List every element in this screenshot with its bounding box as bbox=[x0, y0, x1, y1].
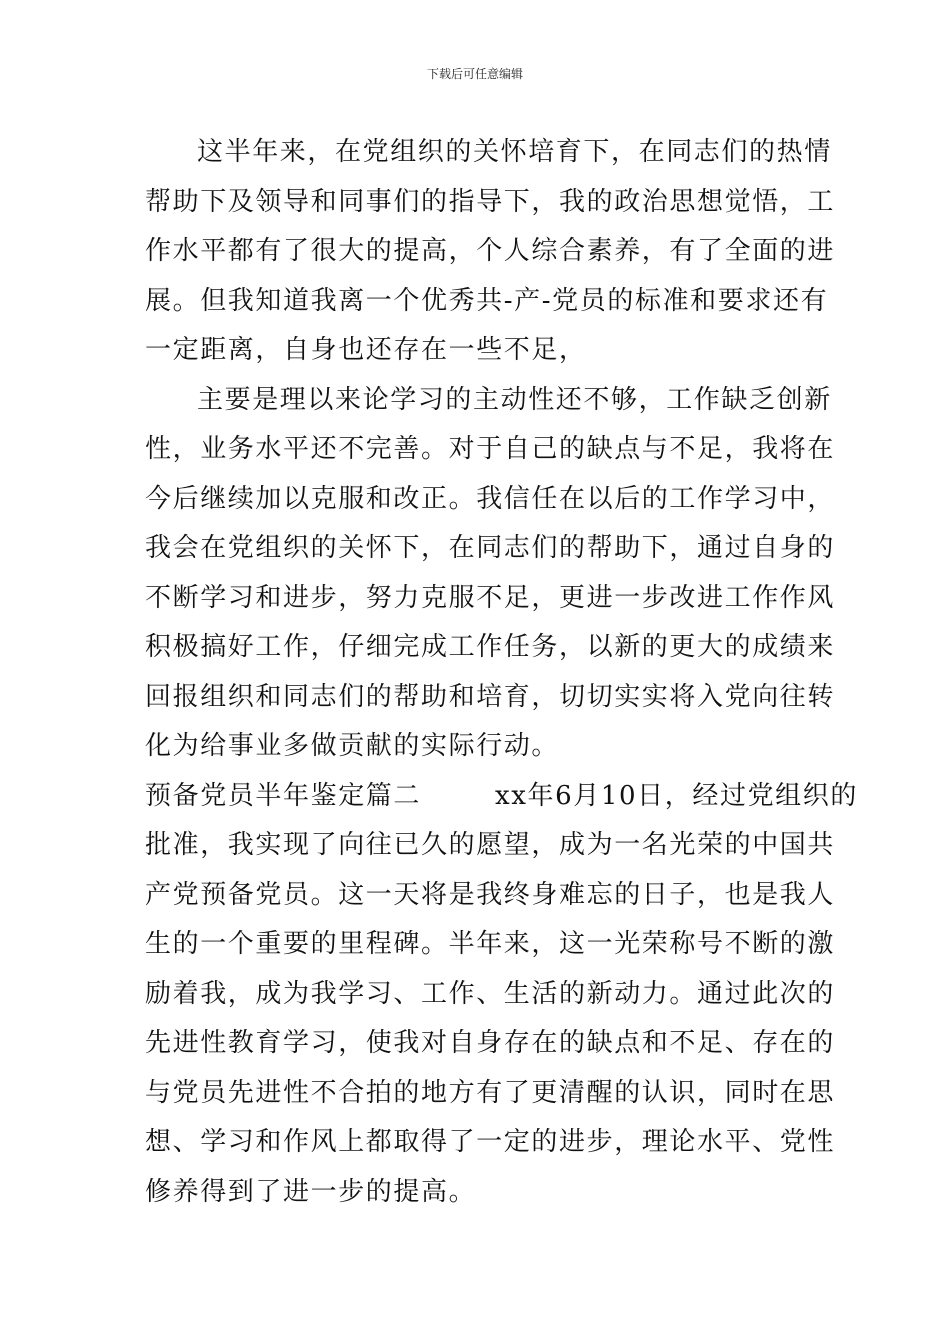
paragraph-2-line-7: 回报组织和同志们的帮助和培育，切切实实将入党向往转 bbox=[145, 681, 836, 712]
paragraph-1-line-3: 作水平都有了很大的提高，个人综合素养，有了全面的进 bbox=[145, 236, 836, 266]
paragraph-2-line-2: 性，业务水平还不完善。对于自己的缺点与不足，我将在 bbox=[145, 434, 836, 464]
paragraph-3-line-4: 生的一个重要的里程碑。半年来，这一光荣称号不断的激 bbox=[145, 929, 836, 959]
paragraph-1-line-4: 展。但我知道我离一个优秀共-产-党员的标准和要求还有 bbox=[145, 285, 829, 316]
page-header: 下载后可任意编辑 bbox=[426, 67, 523, 81]
document-body bbox=[145, 128, 858, 1217]
paragraph-3-line-3: 产党预备党员。这一天将是我终身难忘的日子，也是我人 bbox=[145, 879, 836, 910]
paragraph-2-line-6: 积极搞好工作，仔细完成工作任务，以新的更大的成绩来 bbox=[145, 632, 836, 662]
paragraph-2-line-5: 不断学习和进步，努力克服不足，更进一步改进工作作风 bbox=[145, 582, 836, 613]
paragraph-3-line-2: 批准，我实现了向往已久的愿望，成为一名光荣的中国共 bbox=[145, 830, 836, 860]
paragraph-2-line-3: 今后继续加以克服和改正。我信任在以后的工作学习中， bbox=[145, 483, 836, 514]
paragraph-3-line-1 bbox=[145, 772, 858, 822]
paragraph-3-line-8: 想、学习和作风上都取得了一定的进步，理论水平、党性 bbox=[145, 1127, 836, 1157]
section-heading: 预备党员半年鉴定篇二 bbox=[145, 780, 422, 811]
paragraph-2-line-4: 我会在党组织的关怀下，在同志们的帮助下，通过自身的 bbox=[145, 533, 836, 563]
paragraph-3-line-6: 先进性教育学习，使我对自身存在的缺点和不足、存在的 bbox=[145, 1028, 836, 1058]
paragraph-3-line-9: 修养得到了进一步的提高。 bbox=[145, 1176, 477, 1207]
paragraph-3-line-1-text: xx年6月10日，经过党组织的 bbox=[495, 780, 858, 811]
paragraph-3-line-5: 励着我，成为我学习、工作、生活的新动力。通过此次的 bbox=[145, 978, 836, 1009]
paragraph-1-line-5: 一定距离，自身也还存在一些不足， bbox=[145, 335, 587, 365]
paragraph-3-line-7: 与党员先进性不合拍的地方有了更清醒的认识，同时在思 bbox=[145, 1077, 836, 1108]
paragraph-1-line-2: 帮助下及领导和同事们的指导下，我的政治思想觉悟，工 bbox=[145, 186, 836, 217]
paragraph-2-line-1: 主要是理以来论学习的主动性还不够，工作缺乏创新 bbox=[197, 384, 832, 415]
paragraph-2-line-8: 化为给事业多做贡献的实际行动。 bbox=[145, 731, 560, 761]
paragraph-1-line-1: 这半年来，在党组织的关怀培育下，在同志们的热情 bbox=[197, 137, 832, 167]
